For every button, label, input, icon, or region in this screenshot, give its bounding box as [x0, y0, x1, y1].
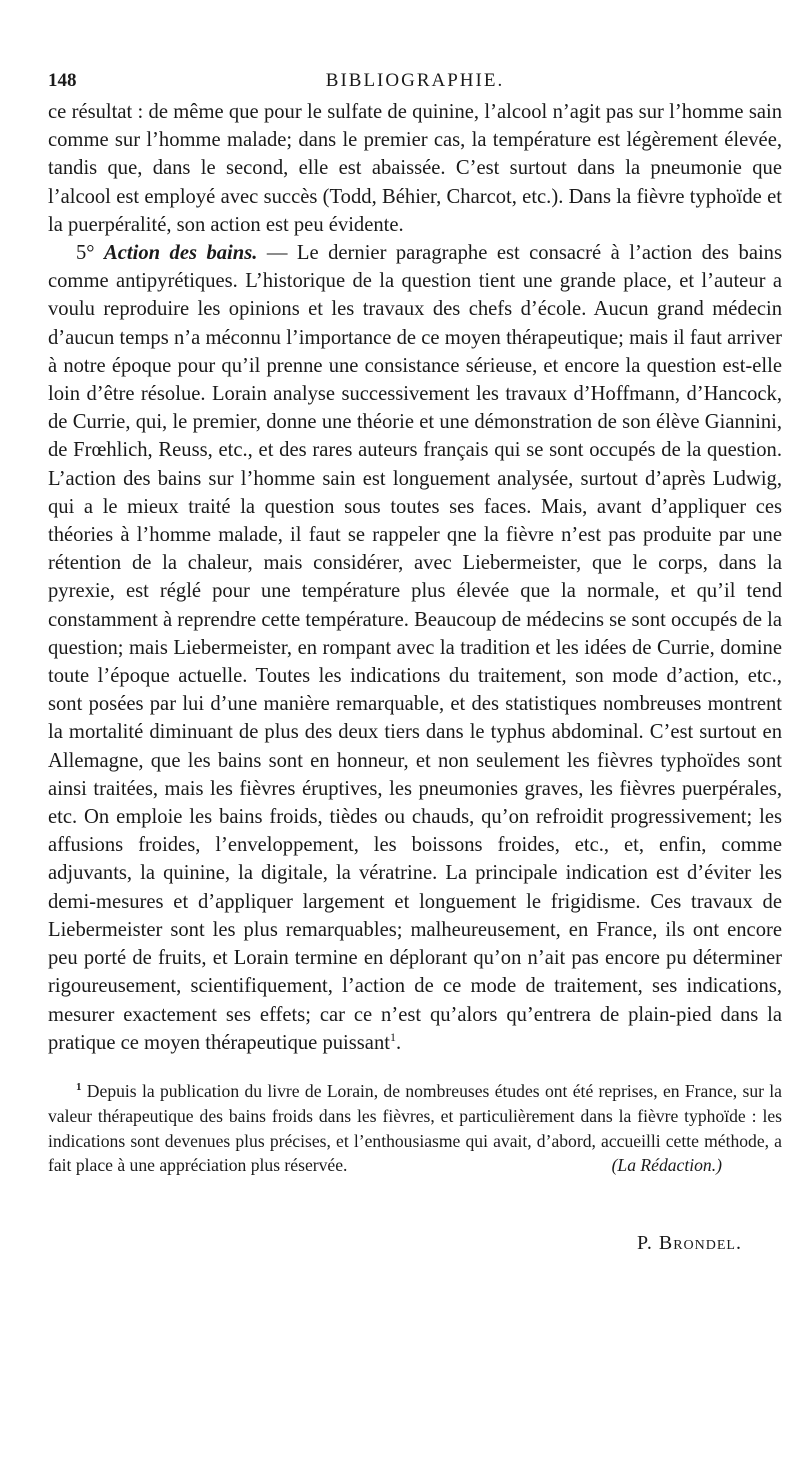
running-title: BIBLIOGRAPHIE.: [325, 70, 505, 91]
footnote-attribution: (La Rédaction.): [611, 1155, 722, 1176]
document-page: [48, 62, 782, 1255]
footnote: [48, 1079, 782, 1178]
paragraph: [48, 239, 782, 1057]
section-title: Action des bains.: [104, 242, 258, 265]
footnote-text: Depuis la publication du livre de Lorain, de nombreuses études ont été reprises, en France, sur la valeur thérapeutique des bains froids dans les fièvres, et particulièrement dans la fièvre typhoïde : les indications sont devenues plus précises, et l’enthousiasme qui avait, d’abord, accueilli cette méthode, a fait place à une appréciation plus réservée.: [48, 1080, 782, 1176]
paragraph-end: .: [395, 1031, 402, 1054]
paragraph-text: — Le dernier paragraphe est consacré à l’action des bains comme antipyrétiques. L’historique de la question tient une grande place, et l’auteur a voulu reproduire les opinions et les travaux des chefs d’école. Aucun grand médecin d’aucun temps n’a méconnu l’importance de ce moyen thérapeutique; mais il faut arriver à notre époque pour qu’il prenne une consistance sérieuse, et encore la question est-elle loin d’être résolue. Lorain analyse successivement les travaux d’Hoffmann, d’Hancock, de Currie, qui, le premier, donne une théorie et une démonstration de son élève Giannini, de Frœhlich, Reuss, etc., et des rares auteurs français qui se sont occupés de la question. L’action des bains sur l’homme sain est longuement analysée, surtout d’après Ludwig, qui a le mieux traité la question sous toutes ses faces. Mais, avant d’appliquer ces théories à l’homme malade, il faut se rappeler qne la fièvre n’est pas produite par une rétention de la chaleur, mais considérer, avec Liebermeister, que le corps, dans la pyrexie, est réglé pour une température plus élevée que la normale, et qu’il tend constamment à reprendre cette température. Beaucoup de médecins se sont occupés de la question; mais Liebermeister, en rompant avec la tradition et les idées de Currie, domine toute l’époque actuelle. Toutes les indications du traitement, son mode d’action, etc., sont posées par lui d’une manière remarquable, et des statistiques nombreuses montrent la mortalité diminuant de plus des deux tiers dans le typhus abdominal. C’est surtout en Allemagne, que les bains sont en honneur, et non seulement les fièvres typhoïdes sont ainsi traitées, mais les fièvres éruptives, les pneumonies graves, les fièvres puerpérales, etc. On emploie les bains froids, tièdes ou chauds, qu’on refroidit progressivement; les affusions froides, l’enveloppement, les boissons froides, etc., et, enfin, comme adjuvants, la quinine, la digitale, la vératrine. La principale indication est d’éviter les demi-mesures et d’appliquer largement et longuement le frigidisme. Ces travaux de Liebermeister sont les plus remarquables; malheureusement, en France, ils ont encore peu porté de fruits, et Lorain termine en déplorant qu’on n’ait pas encore pu déterminer rigoureusement, scientifiquement, l’action de ce mode de traitement, ses indications, mesurer exactement ses effets; car ce n’est qu’alors qu’entrera de plain-pied dans la pratique ce moyen thérapeutique puissant: [48, 242, 782, 1054]
section-number: 5°: [76, 242, 95, 265]
body-text: [48, 98, 782, 1057]
author-signature: [48, 1232, 782, 1255]
footnote-marker: 1: [76, 1081, 82, 1094]
page-number: 148: [48, 70, 77, 91]
running-head: [48, 62, 782, 98]
footnote-reference[interactable]: 1: [389, 1029, 396, 1044]
author-initial: P.: [636, 1232, 659, 1255]
paragraph: ce résultat : de même que pour le sulfate de quinine, l’alcool n’agit pas sur l’homme sain comme sur l’homme malade; dans le premier cas, la température est légèrement élevée, tandis que, dans le second, elle est abaissée. C’est surtout dans la pneumonie que l’alcool est employé avec succès (Todd, Béhier, Charcot, etc.). Dans la fièvre typhoïde et la puerpéralité, son action est peu évidente.: [48, 101, 782, 236]
author-name: Brondel.: [658, 1232, 742, 1255]
